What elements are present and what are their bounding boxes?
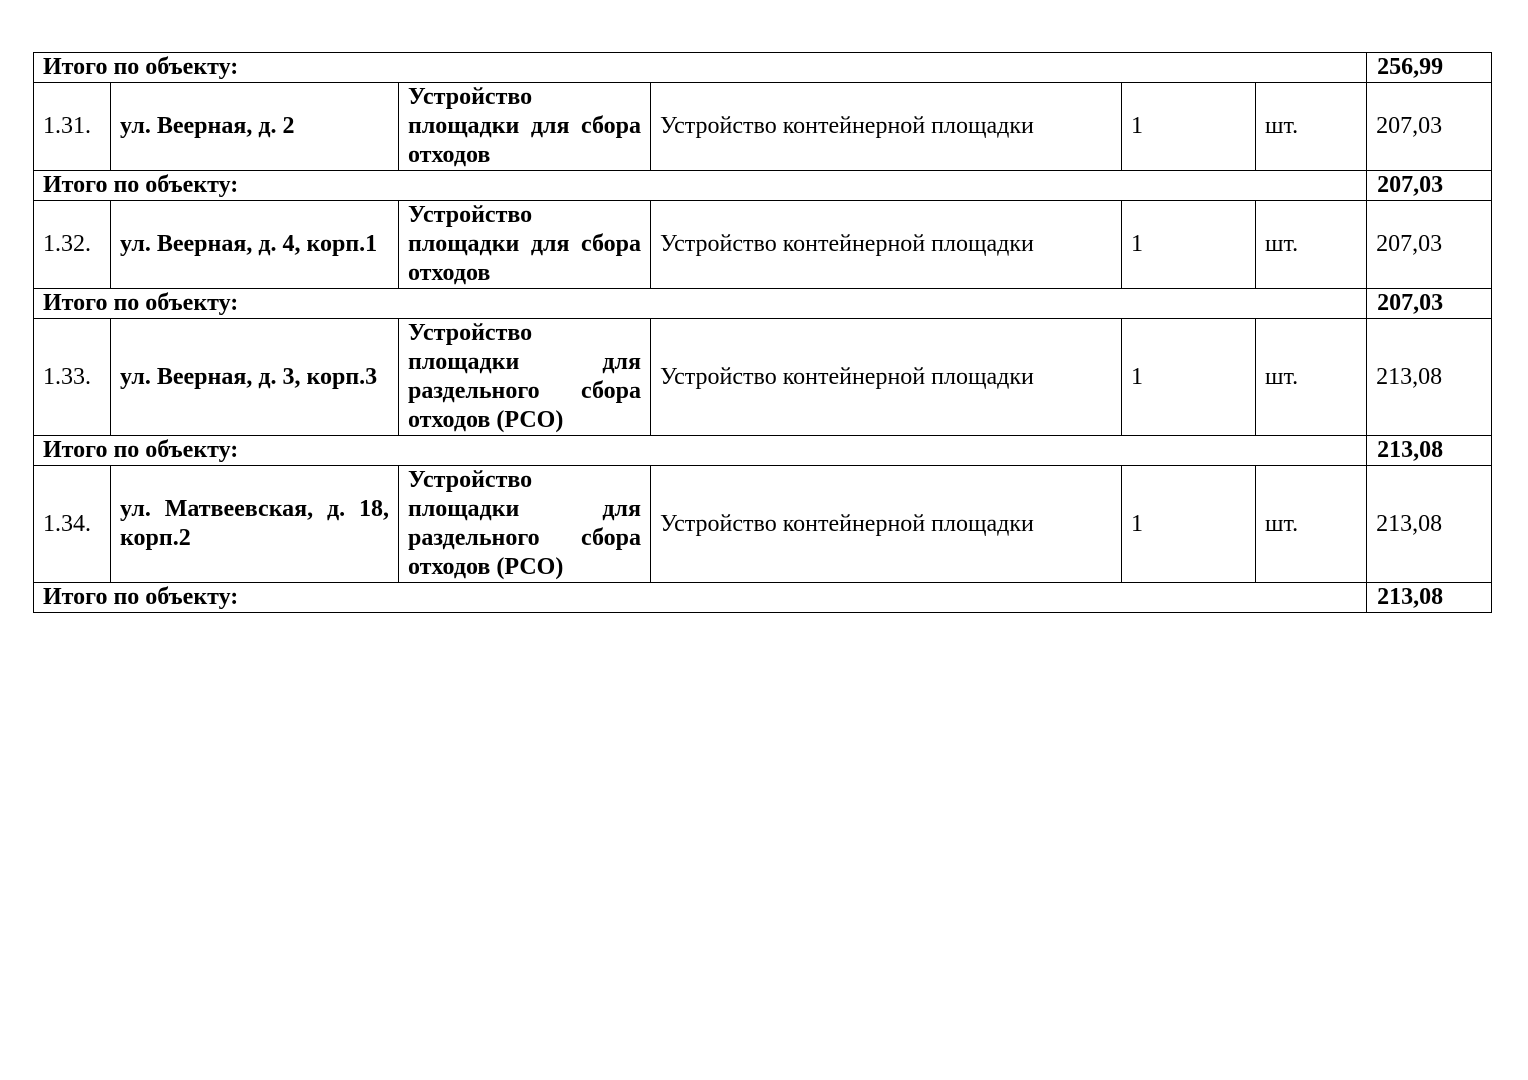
- row-quantity: 1: [1122, 201, 1256, 289]
- object-total-label: Итого по объекту:: [34, 436, 1367, 466]
- row-description: Устройство контейнерной площадки: [651, 319, 1122, 436]
- row-unit: шт.: [1256, 201, 1367, 289]
- row-address: ул. Веерная, д. 4, корп.1: [111, 201, 399, 289]
- object-total-value: 207,03: [1367, 289, 1492, 319]
- object-total-row: [34, 436, 1492, 466]
- row-address: ул. Веерная, д. 2: [111, 83, 399, 171]
- row-number: 1.34.: [34, 466, 111, 583]
- row-sum: 207,03: [1367, 201, 1492, 289]
- table-row: [34, 319, 1492, 436]
- row-unit: шт.: [1256, 466, 1367, 583]
- row-description: Устройство контейнерной площадки: [651, 83, 1122, 171]
- row-work-type: Устройство площадки для сбора отходов: [399, 83, 651, 171]
- object-total-row: [34, 289, 1492, 319]
- object-total-row: [34, 583, 1492, 613]
- row-unit: шт.: [1256, 319, 1367, 436]
- object-total-value: 213,08: [1367, 436, 1492, 466]
- row-quantity: 1: [1122, 83, 1256, 171]
- object-total-label: Итого по объекту:: [34, 583, 1367, 613]
- row-sum: 213,08: [1367, 319, 1492, 436]
- row-work-type: Устройство площадки для раздельного сбора отходов (РСО): [399, 466, 651, 583]
- object-total-value: 213,08: [1367, 583, 1492, 613]
- row-work-type: Устройство площадки для раздельного сбора отходов (РСО): [399, 319, 651, 436]
- object-total-label: Итого по объекту:: [34, 53, 1367, 83]
- row-sum: 213,08: [1367, 466, 1492, 583]
- object-total-label: Итого по объекту:: [34, 289, 1367, 319]
- row-description: Устройство контейнерной площадки: [651, 201, 1122, 289]
- row-address: ул. Матвеевская, д. 18, корп.2: [111, 466, 399, 583]
- object-total-row: [34, 53, 1492, 83]
- row-quantity: 1: [1122, 319, 1256, 436]
- row-number: 1.33.: [34, 319, 111, 436]
- table-row: [34, 83, 1492, 171]
- object-total-value: 256,99: [1367, 53, 1492, 83]
- row-number: 1.31.: [34, 83, 111, 171]
- table-row: [34, 466, 1492, 583]
- row-unit: шт.: [1256, 83, 1367, 171]
- object-total-value: 207,03: [1367, 171, 1492, 201]
- object-total-label: Итого по объекту:: [34, 171, 1367, 201]
- row-work-type: Устройство площадки для сбора отходов: [399, 201, 651, 289]
- row-address: ул. Веерная, д. 3, корп.3: [111, 319, 399, 436]
- row-description: Устройство контейнерной площадки: [651, 466, 1122, 583]
- row-number: 1.32.: [34, 201, 111, 289]
- works-table: [33, 52, 1492, 613]
- object-total-row: [34, 171, 1492, 201]
- table-row: [34, 201, 1492, 289]
- row-quantity: 1: [1122, 466, 1256, 583]
- row-sum: 207,03: [1367, 83, 1492, 171]
